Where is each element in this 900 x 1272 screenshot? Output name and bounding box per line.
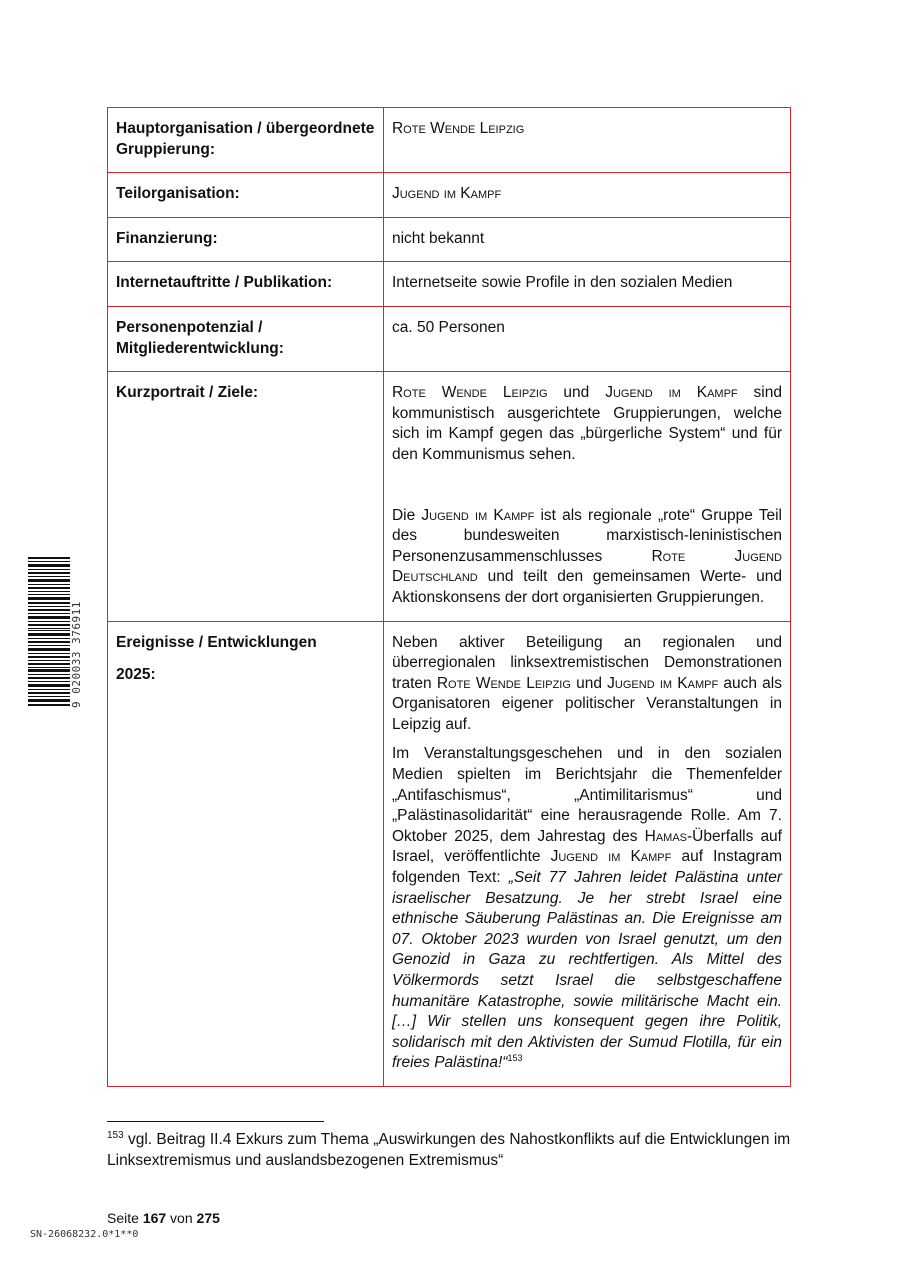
row-value: nicht bekannt xyxy=(383,217,790,262)
org-name: Rote Wende Leipzig xyxy=(391,384,548,402)
org-name: Rote Wende Leipzig xyxy=(436,674,571,692)
row-label: Teilorganisation: xyxy=(108,173,384,218)
footnote-ref: 153 xyxy=(507,1053,523,1064)
org-name: Jugend im Kampf xyxy=(607,674,719,692)
ereignisse-paragraph-2: Im Veranstaltungsgeschehen und in den sozialen Medien spielten im Berichtsjahr die Themenfelder „Antifaschismus“, „Antimilitarismus“ und „Palästinasolidarität“ eine herausragende Rolle. Am 7. Oktober 2025, dem Jahrestag des Hamas-Überfalls auf Israel, veröffentlichte Jugend im Kampf auf Instagram folgenden Text: „Seit 77 Jahren leidet Palästina unter israelischer Besatzung. Je her strebt Israel eine ethnische Säuberung Palästinas an. Die Ereignisse am 07. Oktober 2023 wurden von Israel genutzt, um den Genozid in Gaza zu rechtfertigen. Als Mittel des Völkermords setzt Israel die selbstgeschaffene humanitäre Katastrophe, sowie militärische Macht ein. […] Wir stellen uns konsequent gegen ihre Politik, solidarisch mit den Aktivisten der Sumud Flotilla, für ein freies Palästina!“$^{153}$ xyxy=(391,745,782,1072)
org-name: Rote Jugend Deutschland xyxy=(391,547,782,586)
row-value: Jugend im Kampf xyxy=(383,173,790,218)
row-label: Hauptorganisation / übergeordnete Gruppierung: xyxy=(108,108,384,173)
org-name: Jugend im Kampf xyxy=(605,384,738,402)
table-row-kurzportrait xyxy=(108,372,791,621)
row-value: Rote Wende Leipzig xyxy=(383,108,790,173)
org-name: Jugend im Kampf xyxy=(550,848,672,866)
org-name: Hamas xyxy=(644,827,688,845)
page-number: Seite 167 von 275 xyxy=(107,1210,220,1226)
table-row xyxy=(108,306,791,371)
kurzportrait-paragraph-2: Die Jugend im Kampf ist als regionale „rote“ Gruppe Teil des bundesweiten marxistisch-leninistischen Personenzusammenschlusses Rote Jugend Deutschland und teilt den gemeinsamen Werte- und Aktionskonsens der dort organisierten Gruppierungen. xyxy=(391,506,782,606)
table-row-ereignisse xyxy=(108,621,791,1086)
info-table xyxy=(107,107,791,1087)
document-id: SN-26068232.0*1**0 xyxy=(30,1229,139,1240)
row-label: Personenpotenzial / Mitgliederentwicklung: xyxy=(108,306,384,371)
row-label: Finanzierung: xyxy=(108,217,384,262)
row-value: Internetseite sowie Profile in den sozialen Medien xyxy=(383,262,790,307)
row-value xyxy=(383,372,790,621)
table-row xyxy=(108,217,791,262)
row-label: Kurzportrait / Ziele: xyxy=(108,372,384,621)
table-row xyxy=(108,262,791,307)
table-row xyxy=(108,173,791,218)
barcode-number: 9 020033 376911 xyxy=(70,601,83,708)
row-value: ca. 50 Personen xyxy=(383,306,790,371)
footnote-text: vgl. Beitrag II.4 Exkurs zum Thema „Auswirkungen des Nahostkonflikts auf die Entwicklungen im Linksextremismus und auslandsbezogenen Extremismus“ xyxy=(107,1131,791,1169)
row-label: Internetauftritte / Publikation: xyxy=(108,262,384,307)
row-value xyxy=(383,621,790,1086)
org-name: Jugend im Kampf xyxy=(421,506,535,524)
row-label: Ereignisse / Entwicklungen 2025: xyxy=(108,621,384,1086)
footnote-separator xyxy=(107,1121,324,1122)
footnote xyxy=(107,1129,807,1171)
table-row xyxy=(108,108,791,173)
footnote-number: 153 xyxy=(107,1129,124,1141)
ereignisse-paragraph-1: Neben aktiver Beteiligung an regionalen und überregionalen linksextremistischen Demonstrationen traten Rote Wende Leipzig und Jugend im Kampf auch als Organisatoren eigener politischer Veranstaltungen in Leipzig auf. xyxy=(391,633,782,733)
quote: „Seit 77 Jahren leidet Palästina unter israelischer Besatzung. Je her strebt Israel eine ethnische Säuberung Palästinas an. Die Ereignisse am 07. Oktober 2023 wurden von Israel genutzt, um den Genozid in Gaza zu rechtfertigen. Als Mittel des Völkermords setzt Israel die selbstgeschaffene humanitäre Katastrophe, sowie militärische Macht ein. […] Wir stellen uns konsequent gegen ihre Politik, solidarisch mit den Aktivisten der Sumud Flotilla, für ein freies Palästina!“ xyxy=(391,869,782,1072)
kurzportrait-paragraph-1: Rote Wende Leipzig und Jugend im Kampf sind kommunistisch ausgerichtete Gruppierungen, welche sich im Kampf gegen das „bürgerliche System“ und für den Kommunismus sehen. xyxy=(391,384,782,463)
